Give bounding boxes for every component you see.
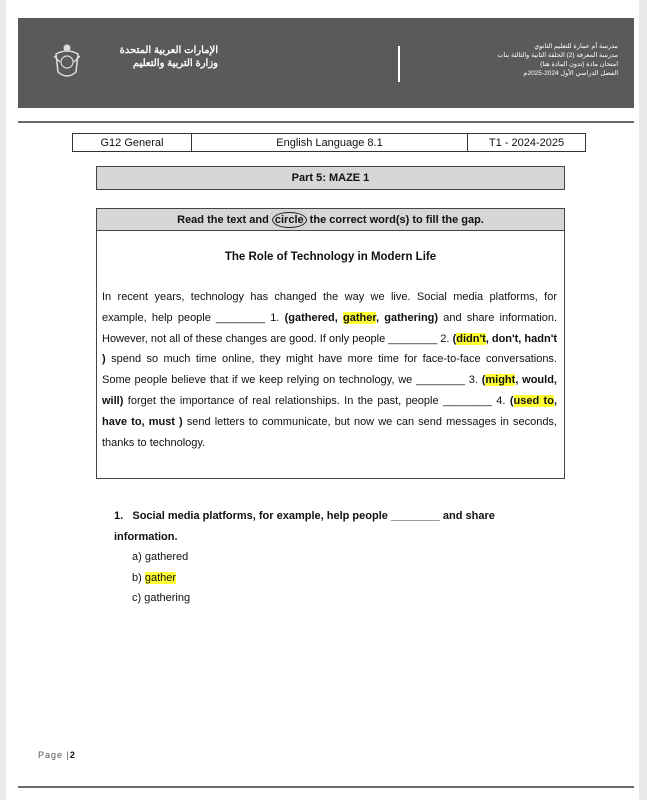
passage-segment: and share information. However, not all of these changes are good. If only people ________ 2. [102,311,557,345]
circled-word: circle [272,212,307,228]
school-line-1: مدرسة أم عمارة للتعليم الثانوي [534,43,618,50]
country-name: الإمارات العربية المتحدة [119,45,218,56]
question-text: Social media platforms, for example, help people ________ and share information. [114,510,495,543]
gap-3-choices[interactable]: (might, would, will) [102,374,557,407]
option-letter: a) [132,551,142,563]
instruction-text: Read the text and [177,213,272,226]
gap-2-option-a[interactable]: didn't [456,332,486,345]
footer-rule [18,786,634,788]
page-label: Page [38,750,64,760]
gap-4-option-b[interactable]: have to [102,415,142,428]
gap-4-option-c[interactable]: must [148,415,175,428]
header-rule [18,121,634,123]
gap-1-option-a[interactable]: gathered [288,311,335,324]
option-text: gathering [144,592,191,604]
school-line-4: الفصل الدراسي الأول 2024-2025م [523,70,618,77]
gap-2-choices[interactable]: (didn't, don't, hadn't ) [102,332,557,366]
school-header [18,18,634,108]
question-stem [114,506,544,547]
passage-segment: In recent years, technology has changed the way we live. Social media platforms, for example, help people ________ 1. [102,291,557,324]
gap-4-choices[interactable]: (used to, have to, must ) [102,394,557,428]
subject-cell: English Language 8.1 [192,134,468,151]
school-line-3: امتحان مادة (تدون المادة هنا) [540,61,618,68]
grade-cell: G12 General [73,134,192,151]
option-letter: b) [132,571,142,584]
page-footer: Page |2 [38,750,75,760]
part-title: Part 5: MAZE 1 [96,166,565,190]
answer-option-a[interactable] [132,547,544,568]
gap-1-option-c[interactable]: gathering [384,311,435,324]
header-divider [398,46,400,82]
answer-option-b[interactable] [132,568,544,589]
passage-text [102,287,557,453]
passage-title: The Role of Technology in Modern Life [224,251,437,263]
exam-info-table [72,133,586,152]
passage-segment: spend so much time online, they might have more time for face-to-face conversations. Some people believe that if we keep relying on technology, we ________ 3. [102,353,557,387]
option-text: gathered [144,551,189,563]
instruction-text-end: the correct word(s) to fill the gap. [306,213,484,226]
gap-2-option-b[interactable]: don't [491,332,519,345]
term-cell: T1 - 2024-2025 [488,136,565,149]
gap-1-option-b[interactable]: gather [342,311,376,324]
instruction-box [96,208,565,231]
gap-3-option-b[interactable]: would [522,374,554,387]
option-letter: c) [132,592,142,604]
document-page [6,0,639,800]
question-1 [114,506,544,609]
gap-1-choices[interactable]: (gathered, gather, gathering) [284,311,439,324]
passage-box [96,229,565,479]
gap-3-option-c[interactable]: will [102,394,120,407]
gap-4-option-a[interactable]: used to [513,394,554,407]
school-info [458,42,618,78]
question-number: 1. [114,510,124,522]
answer-option-c[interactable] [132,588,544,609]
passage-segment: forget the importance of real relationships. In the past, people ________ 4. [123,394,510,407]
option-text-highlighted: gather [144,571,177,584]
uae-emblem-icon [52,42,82,82]
passage-segment: send letters to communicate, but now we can send messages in seconds, thanks to technology. [102,415,557,449]
school-line-2: مدرسة المعرفة (2) الحلقة الثانية والثالثة بنات [497,52,618,59]
ministry-name [98,44,218,70]
ministry-title: وزارة التربية والتعليم [132,58,218,69]
page-number: 2 [69,750,75,760]
gap-3-option-a[interactable]: might [485,374,516,387]
gap-2-option-c[interactable]: hadn't [524,332,557,345]
